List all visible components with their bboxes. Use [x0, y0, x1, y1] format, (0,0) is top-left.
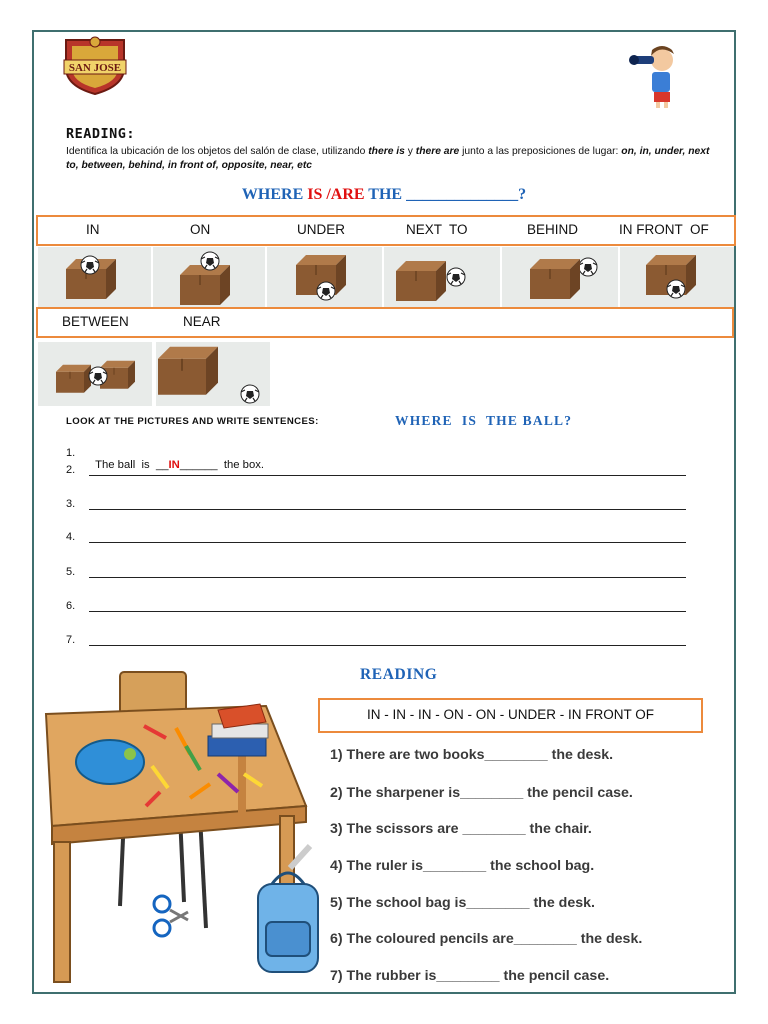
kid-binoculars-image	[622, 42, 694, 110]
prep-near: NEAR	[183, 314, 221, 329]
exercise2-title: READING	[360, 666, 438, 683]
classroom-desk-image	[40, 666, 330, 986]
reading-sentence: 2) The sharpener is________ the pencil case.	[330, 785, 633, 801]
svg-text:SAN JOSE: SAN JOSE	[68, 62, 122, 74]
item-number: 1.	[66, 447, 76, 459]
item-number: 3.	[66, 498, 76, 510]
item-number: 5.	[66, 566, 76, 578]
item-number: 2.	[66, 464, 76, 476]
answer-line[interactable]	[89, 645, 686, 646]
answer-line[interactable]	[89, 577, 686, 578]
reading-sentence: 6) The coloured pencils are________ the desk.	[330, 931, 643, 947]
prep-next-to: NEXT TO	[406, 222, 468, 237]
prep-behind: BEHIND	[527, 222, 579, 237]
prepositions-pictures-row2	[38, 342, 270, 406]
example-sentence: The ball is __IN______ the box.	[95, 459, 265, 471]
answer-line[interactable]	[89, 475, 686, 476]
reading-sentence: 1) There are two books________ the desk.	[330, 747, 614, 763]
word-bank: IN - IN - IN - ON - ON - UNDER - IN FRONT OF	[367, 707, 654, 722]
answer-line[interactable]	[89, 542, 686, 543]
prepositions-box-row2	[36, 307, 734, 338]
item-number: 4.	[66, 531, 76, 543]
reading-sentence: 5) The school bag is________ the desk.	[330, 895, 595, 911]
reading-sentence: 3) The scissors are ________ the chair.	[330, 821, 592, 837]
prep-in-front-of: IN FRONT OF	[619, 222, 709, 237]
where-title: WHERE IS /ARE THE ______________?	[241, 186, 527, 203]
reading-heading: READING:	[66, 126, 136, 142]
school-crest-logo	[58, 34, 132, 96]
exercise1-instruction: LOOK AT THE PICTURES AND WRITE SENTENCES:	[66, 416, 319, 427]
prepositions-pictures-row1	[38, 247, 734, 307]
reading-sentence: 4) The ruler is________ the school bag.	[330, 858, 595, 874]
exercise1-question: WHERE IS THE BALL?	[395, 413, 573, 428]
answer-line[interactable]	[89, 509, 686, 510]
answer-line[interactable]	[89, 611, 686, 612]
prep-under: UNDER	[297, 222, 346, 237]
item-number: 7.	[66, 634, 76, 646]
item-number: 6.	[66, 600, 76, 612]
reading-sentence: 7) The rubber is________ the pencil case.	[330, 968, 610, 984]
prep-in: IN	[86, 222, 100, 237]
instructions-text: Identifica la ubicación de los objetos del salón de clase, utilizando there is y there are junto a las preposiciones de lugar: on, in, under, next to, between, behind, in front of, opposite, near, etc	[66, 146, 710, 171]
prep-between: BETWEEN	[62, 314, 129, 329]
prep-on: ON	[190, 222, 211, 237]
